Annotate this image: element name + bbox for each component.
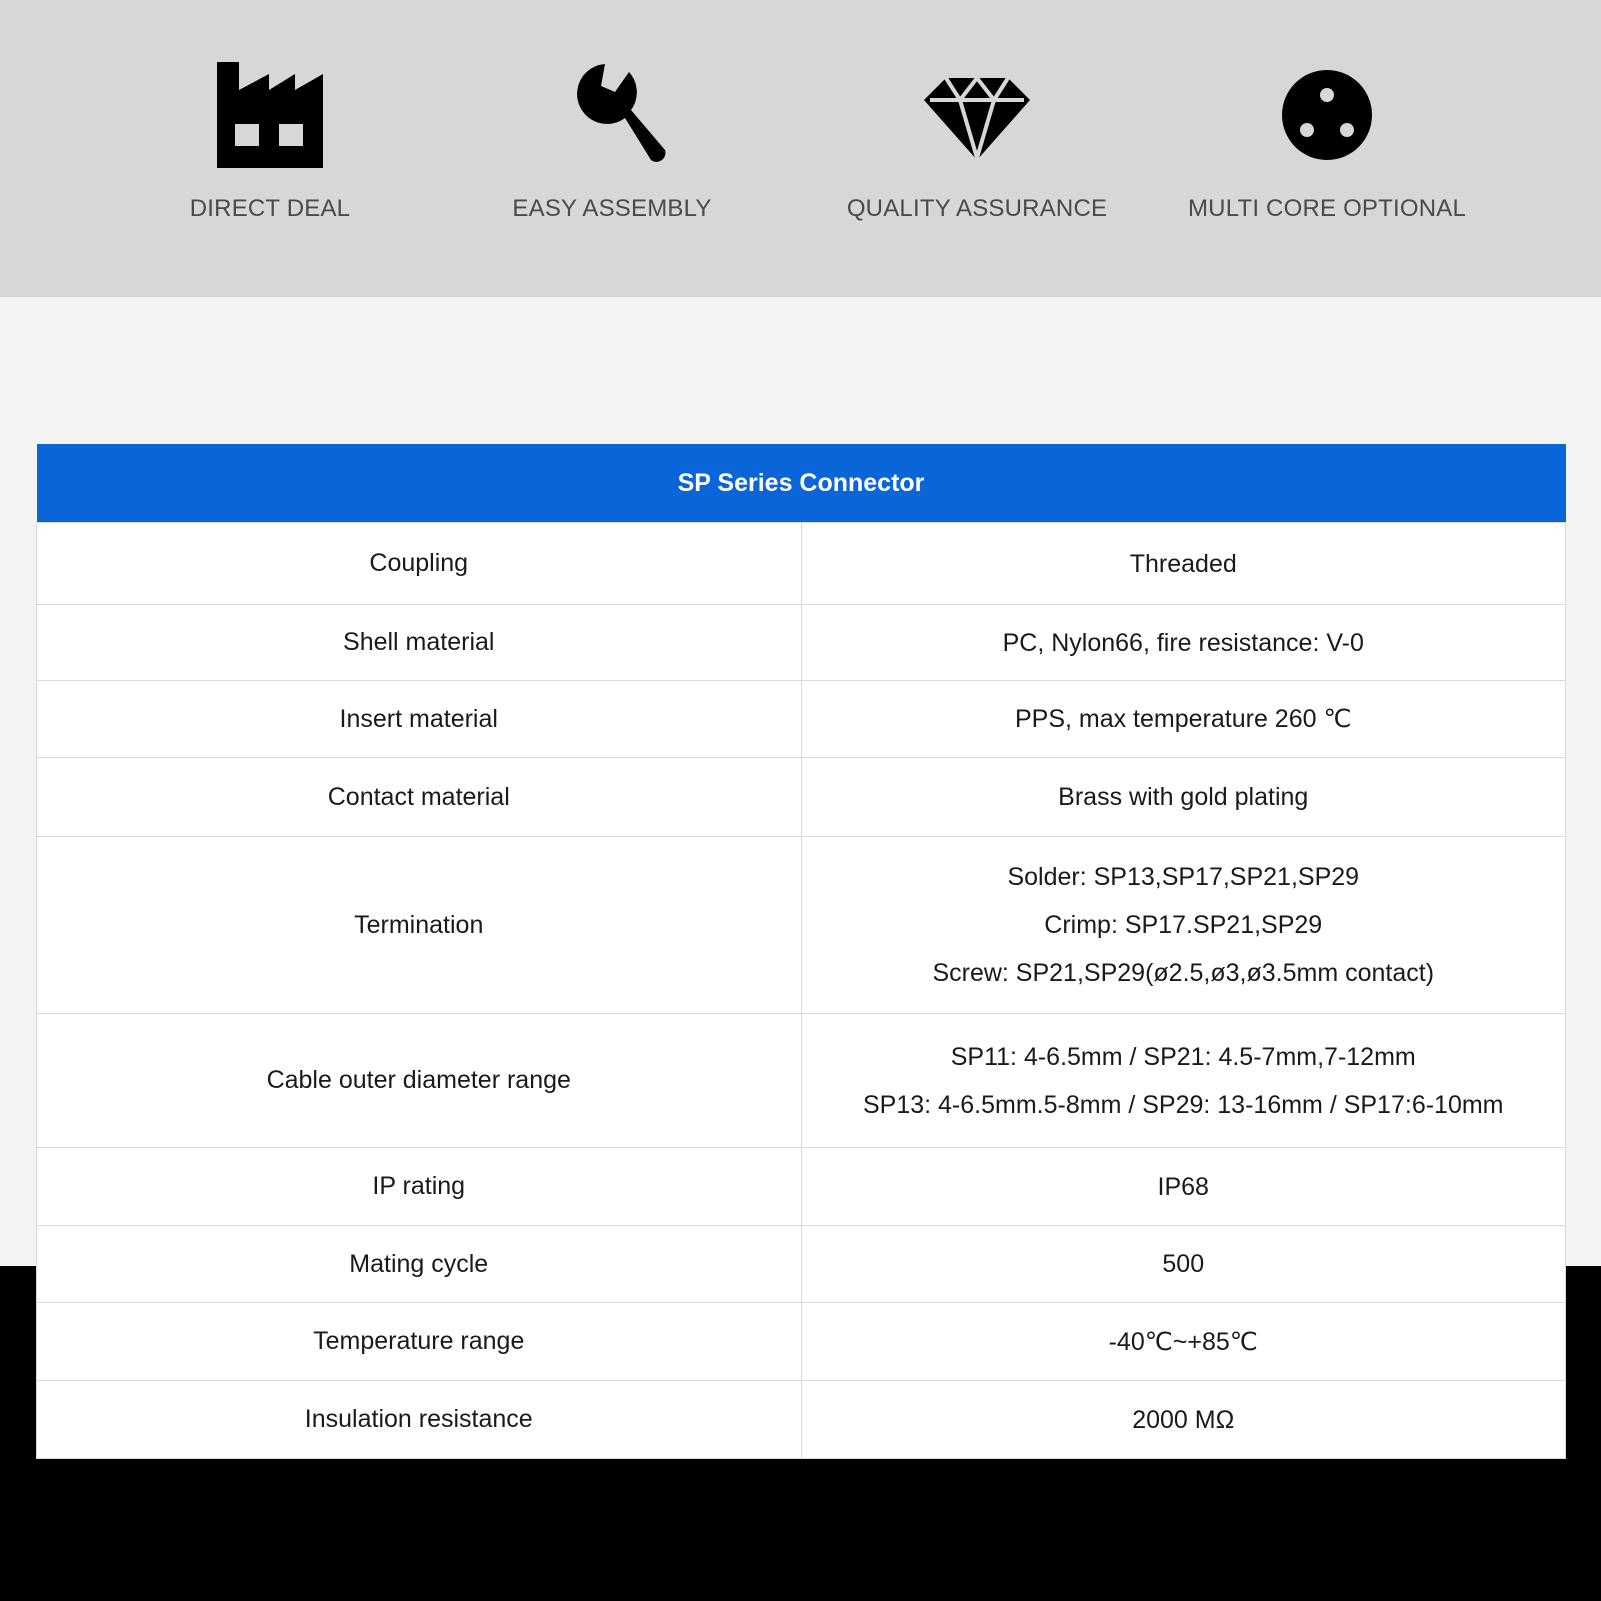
spec-value-line: Threaded (1129, 549, 1237, 578)
feature-label: EASY ASSEMBLY (512, 195, 712, 222)
spec-value-line: SP11: 4-6.5mm / SP21: 4.5-7mm,7-12mm (950, 1042, 1416, 1071)
spec-key: Termination (37, 837, 802, 1014)
spec-value (801, 681, 1566, 758)
feature-label: QUALITY ASSURANCE (846, 195, 1108, 222)
spec-table (36, 444, 1566, 1459)
feature-direct-deal (120, 55, 420, 255)
spec-value (801, 523, 1566, 605)
spec-value-line: PPS, max temperature 260 ℃ (1014, 705, 1352, 733)
table-row (37, 1148, 1566, 1226)
table-row (37, 605, 1566, 681)
spec-value-line: Solder: SP13,SP17,SP21,SP29 (1007, 863, 1360, 891)
connector-pins-icon (1267, 55, 1387, 175)
spec-value (801, 1148, 1566, 1226)
wrench-icon (552, 55, 672, 175)
feature-label: DIRECT DEAL (189, 195, 351, 222)
table-row (37, 523, 1566, 605)
spec-key: Temperature range (37, 1303, 802, 1381)
feature-multi-core-optional (1177, 55, 1477, 255)
spec-value (801, 1303, 1566, 1381)
spec-key: IP rating (37, 1148, 802, 1226)
spec-value (801, 605, 1566, 681)
table-row (37, 1014, 1566, 1148)
table-row (37, 758, 1566, 837)
spec-value (801, 1381, 1566, 1459)
spec-key: Coupling (37, 523, 802, 605)
spec-value-line: Brass with gold plating (1058, 783, 1309, 811)
feature-easy-assembly (462, 55, 762, 255)
spec-value-line: Screw: SP21,SP29(ø2.5,ø3,ø3.5mm contact) (932, 959, 1435, 987)
table-title: SP Series Connector (37, 444, 1566, 523)
spec-key: Cable outer diameter range (37, 1014, 802, 1148)
table-row (37, 1381, 1566, 1459)
spec-key: Shell material (37, 605, 802, 681)
spec-value-line: PC, Nylon66, fire resistance: V-0 (1002, 628, 1364, 657)
spec-value-line: Crimp: SP17.SP21,SP29 (1044, 911, 1323, 939)
table-row (37, 1226, 1566, 1303)
spec-key: Contact material (37, 758, 802, 837)
table-row (37, 1303, 1566, 1381)
spec-value (801, 1014, 1566, 1148)
spec-value-line: 500 (1162, 1250, 1205, 1278)
spec-key: Mating cycle (37, 1226, 802, 1303)
spec-value-line: IP68 (1157, 1172, 1209, 1201)
features-banner (0, 0, 1601, 297)
factory-icon (210, 55, 330, 175)
spec-key: Insulation resistance (37, 1381, 802, 1459)
spec-key: Insert material (37, 681, 802, 758)
spec-value (801, 1226, 1566, 1303)
spec-value-line: -40℃~+85℃ (1108, 1327, 1258, 1356)
diamond-icon (917, 55, 1037, 175)
spec-value-line: SP13: 4-6.5mm.5-8mm / SP29: 13-16mm / SP17:6-10mm (862, 1090, 1504, 1119)
table-row (37, 681, 1566, 758)
feature-quality-assurance (827, 55, 1127, 255)
spec-value (801, 758, 1566, 837)
feature-label: MULTI CORE OPTIONAL (1187, 195, 1467, 222)
table-row (37, 837, 1566, 1014)
spec-value (801, 837, 1566, 1014)
spec-value-line: 2000 MΩ (1132, 1405, 1235, 1434)
